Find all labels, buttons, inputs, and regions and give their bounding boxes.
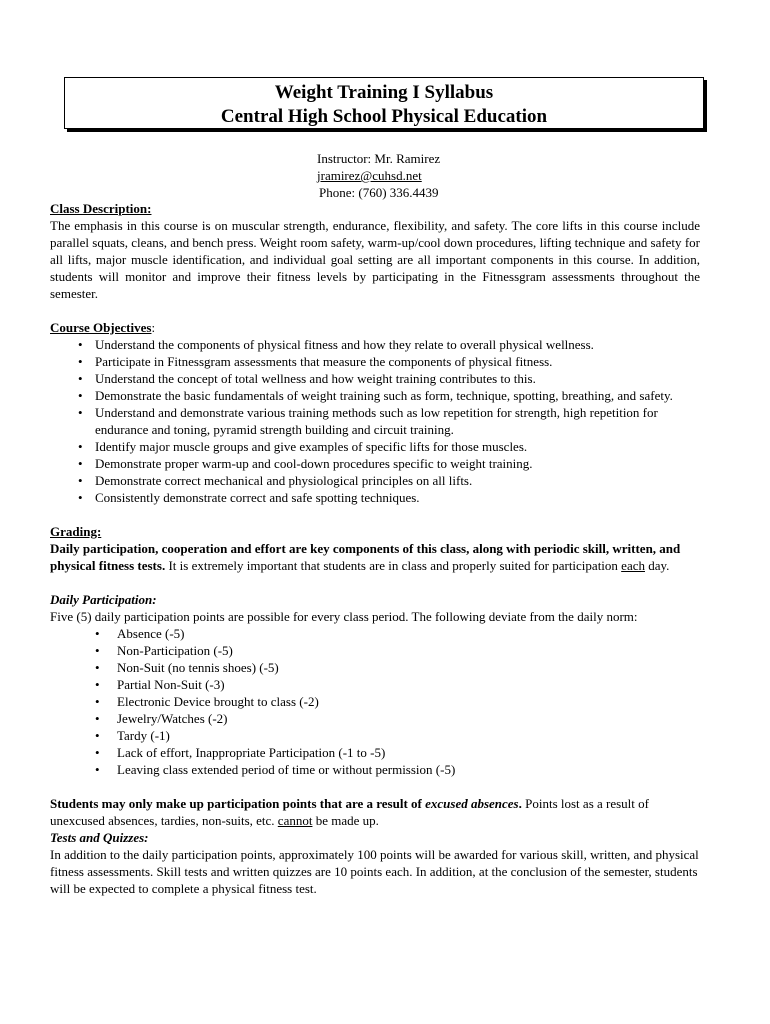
list-item: • Lack of effort, Inappropriate Participation (-1 to -5) <box>117 744 700 761</box>
tests-text: In addition to the daily participation points, approximately 100 points will be awarded for various skill, written, and physical fitness assessments. Skill tests and written quizzes are 10 points each. In addition, at the conclusion of the semester, students will be expected to complete a physical fitness test. <box>50 847 699 896</box>
syllabus-body <box>50 200 700 897</box>
makeup-excused-absences: excused absences <box>425 796 519 811</box>
list-item: • Non-Suit (no tennis shoes) (-5) <box>117 659 700 676</box>
document-subtitle: Central High School Physical Education <box>220 106 548 127</box>
grading-text <box>50 540 700 574</box>
daily-participation-intro: Five (5) daily participation points are possible for every class period. The following deviate from the daily norm: <box>50 609 638 624</box>
grading-heading: Grading: <box>50 524 102 539</box>
list-item: • Partial Non-Suit (-3) <box>117 676 700 693</box>
objectives-list <box>50 336 700 506</box>
list-item: • Demonstrate correct mechanical and physiological principles on all lifts. <box>95 472 700 489</box>
grading-each: each <box>621 558 645 573</box>
list-item: • Demonstrate proper warm-up and cool-down procedures specific to weight training. <box>95 455 700 472</box>
grading-day: day. <box>644 558 670 573</box>
list-item: • Understand the concept of total wellness and how weight training contributes to this. <box>95 370 700 387</box>
document-title: Weight Training I Syllabus <box>274 82 494 103</box>
makeup-normal-b: be made up. <box>312 813 379 828</box>
objectives-heading: Course Objectives <box>50 320 152 335</box>
grading-normal-text: It is extremely important that students are in class and properly suited for participation <box>165 558 622 573</box>
tests-heading: Tests and Quizzes: <box>50 830 149 845</box>
title-box <box>64 77 704 129</box>
makeup-normal-a: Points lost as a result of unexcused absences, tardies, non-suits, etc. <box>50 796 649 828</box>
list-item: • Tardy (-1) <box>117 727 700 744</box>
makeup-text <box>50 795 700 829</box>
objectives-heading-line <box>50 319 700 336</box>
makeup-bold-a: Students may only make up participation points that are a result of <box>50 796 426 811</box>
list-item: • Understand and demonstrate various training methods such as low repetition for strength, high repetition for endurance and toning, pyramid strength building and circuit training. <box>95 404 700 438</box>
list-item: • Understand the components of physical fitness and how they relate to overall physical wellness. <box>95 336 700 353</box>
list-item: • Absence (-5) <box>117 625 700 642</box>
contact-block <box>317 150 440 201</box>
list-item: • Non-Participation (-5) <box>117 642 700 659</box>
makeup-bold-b: . <box>518 796 522 811</box>
class-description-text: The emphasis in this course is on muscular strength, endurance, flexibility, and safety. The core lifts in this course include parallel squats, cleans, and bench press. Weight room safety, warm-up/cool down procedures, lifting technique and safety for all lifts, major muscle identification, and individual goal setting are all important components in this course. In addition, students will monitor and improve their fitness levels by participating in the Fitnessgram assessments throughout the semester. <box>50 218 700 301</box>
list-item: • Demonstrate the basic fundamentals of weight training such as form, technique, spotting, breathing, and safety. <box>95 387 700 404</box>
list-item: • Participate in Fitnessgram assessments that measure the components of physical fitness. <box>95 353 700 370</box>
list-item: • Leaving class extended period of time or without permission (-5) <box>117 761 700 778</box>
objectives-colon: : <box>151 320 156 335</box>
class-description-heading: Class Description: <box>50 201 152 216</box>
daily-participation-heading: Daily Participation: <box>50 592 157 607</box>
list-item: • Electronic Device brought to class (-2) <box>117 693 700 710</box>
deductions-list <box>50 625 700 778</box>
instructor-name: Instructor: Mr. Ramirez <box>317 151 441 166</box>
list-item: • Identify major muscle groups and give examples of specific lifts for those muscles. <box>95 438 700 455</box>
list-item: • Jewelry/Watches (-2) <box>117 710 700 727</box>
grading-bold-text: Daily participation, cooperation and effort are key components of this class, along with periodic skill, written, and physical fitness tests. <box>50 541 681 573</box>
email-link[interactable]: jramirez@cuhsd.net <box>317 168 422 183</box>
list-item: • Consistently demonstrate correct and safe spotting techniques. <box>95 489 700 506</box>
makeup-cannot: cannot <box>277 813 313 828</box>
phone-number: Phone: (760) 336.4439 <box>319 185 439 200</box>
